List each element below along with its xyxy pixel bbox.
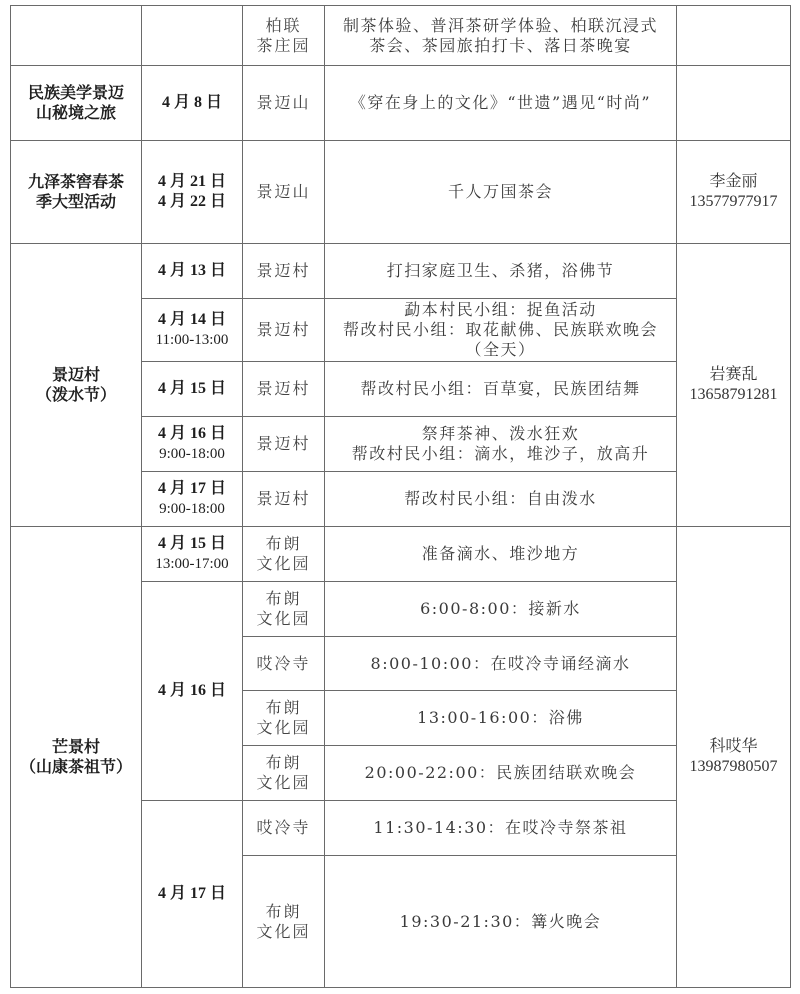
activity-line: 打扫家庭卫生、杀猪，浴佛节 [386,261,615,280]
table-row [11,244,791,299]
event-cell [11,527,142,988]
date-line: 4 月 16 日 [157,682,226,699]
event-line: 芒景村 [51,737,100,756]
event-line: 山秘境之旅 [35,103,116,122]
table-row [11,6,791,66]
date-line: 4 月 22 日 [157,193,226,210]
date-line: 4 月 16 日 [157,425,226,442]
place-cell [243,637,325,691]
table-row [11,66,791,141]
place-line: 文化园 [256,718,311,737]
activity-line: 11:30-14:30：在哎冷寺祭茶祖 [373,818,628,837]
place-line: 景迈村 [256,261,311,280]
activity-cell [325,299,677,362]
activity-cell [325,417,677,472]
place-line: 哎冷寺 [256,818,311,837]
event-line: （山康茶祖节） [19,757,132,776]
date-cell [142,527,243,582]
date-line: 4 月 15 日 [157,535,226,552]
place-line: 布朗 [265,753,302,772]
place-cell [243,417,325,472]
place-line: 布朗 [265,698,302,717]
activity-cell [325,141,677,244]
place-line: 布朗 [265,901,302,921]
place-line: 文化园 [256,921,311,941]
event-line: 九泽茶窖春茶 [27,172,124,191]
place-line: 茶庄园 [256,35,311,55]
contact-cell [677,141,791,244]
activity-cell [325,801,677,856]
activity-cell [325,527,677,582]
activity-line: 茶会、茶园旅拍打卡、落日茶晚宴 [369,35,632,55]
activity-line: 6:00-8:00：接新水 [420,599,581,618]
event-line: 季大型活动 [35,192,116,211]
date-cell [142,801,243,988]
date-line: 4 月 15 日 [157,380,226,397]
date-cell [142,417,243,472]
contact-cell [677,244,791,527]
date-line: 4 月 8 日 [161,94,222,111]
event-cell [11,141,142,244]
activity-line: 19:30-21:30：篝火晚会 [399,911,602,931]
place-cell [243,472,325,527]
time-line: 11:00-13:00 [155,332,229,348]
event-cell [11,66,142,141]
contact-phone: 13577977917 [689,193,778,210]
activity-cell [325,746,677,801]
contact-cell [677,527,791,988]
place-cell [243,746,325,801]
contact-cell [677,6,791,66]
activity-line: 帮改村民小组：百草宴，民族团结舞 [360,379,641,398]
place-cell [243,299,325,362]
activity-line: （全天） [465,340,536,359]
event-cell [11,244,142,527]
contact-name: 李金丽 [709,173,758,190]
activity-line: 13:00-16:00：浴佛 [417,708,584,727]
place-cell [243,856,325,988]
place-cell [243,582,325,637]
activity-line: 准备滴水、堆沙地方 [421,544,580,563]
activity-line: 帮改村民小组：取花献佛、民族联欢晚会 [342,320,658,339]
activity-line: 20:00-22:00：民族团结联欢晚会 [364,763,637,782]
activity-cell [325,856,677,988]
event-line: （泼水节） [35,385,116,404]
date-cell [142,66,243,141]
activity-cell [325,362,677,417]
place-line: 文化园 [256,609,311,628]
place-cell [243,141,325,244]
place-cell [243,691,325,746]
activity-line: 《穿在身上的文化》“世遗”遇见“时尚” [349,93,652,112]
date-cell [142,472,243,527]
activity-line: 制茶体验、普洱茶研学体验、柏联沉浸式 [342,15,658,35]
date-cell [142,299,243,362]
contact-phone: 13658791281 [689,386,778,403]
activity-cell [325,6,677,66]
activity-cell [325,66,677,141]
time-line: 13:00-17:00 [155,556,229,572]
activity-line: 祭拜茶神、泼水狂欢 [421,424,580,443]
activity-cell [325,637,677,691]
place-line: 景迈村 [256,320,311,339]
place-line: 景迈村 [256,489,311,508]
place-line: 景迈村 [256,434,311,453]
place-line: 景迈山 [256,182,311,201]
place-line: 布朗 [265,589,302,608]
place-cell [243,527,325,582]
date-cell [142,141,243,244]
contact-name: 科哎华 [709,738,758,755]
event-line: 民族美学景迈 [27,83,124,102]
place-line: 文化园 [256,773,311,792]
place-line: 景迈村 [256,379,311,398]
date-line: 4 月 17 日 [157,480,226,497]
activity-line: 帮改村民小组：滴水，堆沙子，放高升 [351,444,650,463]
activity-line: 勐本村民小组：捉鱼活动 [404,300,597,319]
place-cell [243,362,325,417]
event-line: 景迈村 [51,365,100,384]
date-line: 4 月 21 日 [157,173,226,190]
activity-cell [325,691,677,746]
activity-line: 8:00-10:00：在哎冷寺诵经滴水 [370,653,631,673]
date-cell [142,582,243,801]
contact-name: 岩赛乱 [709,366,758,383]
place-line: 文化园 [256,554,311,573]
place-cell [243,66,325,141]
activity-line: 帮改村民小组：自由泼水 [404,489,597,508]
place-line: 柏联 [265,15,302,35]
date-cell [142,244,243,299]
table-row [11,141,791,244]
contact-phone: 13987980507 [689,758,778,775]
place-line: 哎冷寺 [256,653,311,673]
place-cell [243,6,325,66]
date-cell [142,362,243,417]
place-cell [243,244,325,299]
activity-cell [325,244,677,299]
date-line: 4 月 17 日 [157,885,226,902]
contact-cell [677,66,791,141]
place-cell [243,801,325,856]
activity-cell [325,582,677,637]
date-cell [142,6,243,66]
activity-cell [325,472,677,527]
table-row [11,527,791,582]
place-line: 布朗 [265,534,302,553]
place-line: 景迈山 [256,93,311,112]
date-line: 4 月 14 日 [157,311,226,328]
date-line: 4 月 13 日 [157,262,226,279]
event-cell [11,6,142,66]
event-schedule-table [10,5,791,988]
time-line: 9:00-18:00 [159,446,225,462]
activity-line: 千人万国茶会 [447,182,553,201]
time-line: 9:00-18:00 [159,501,225,517]
